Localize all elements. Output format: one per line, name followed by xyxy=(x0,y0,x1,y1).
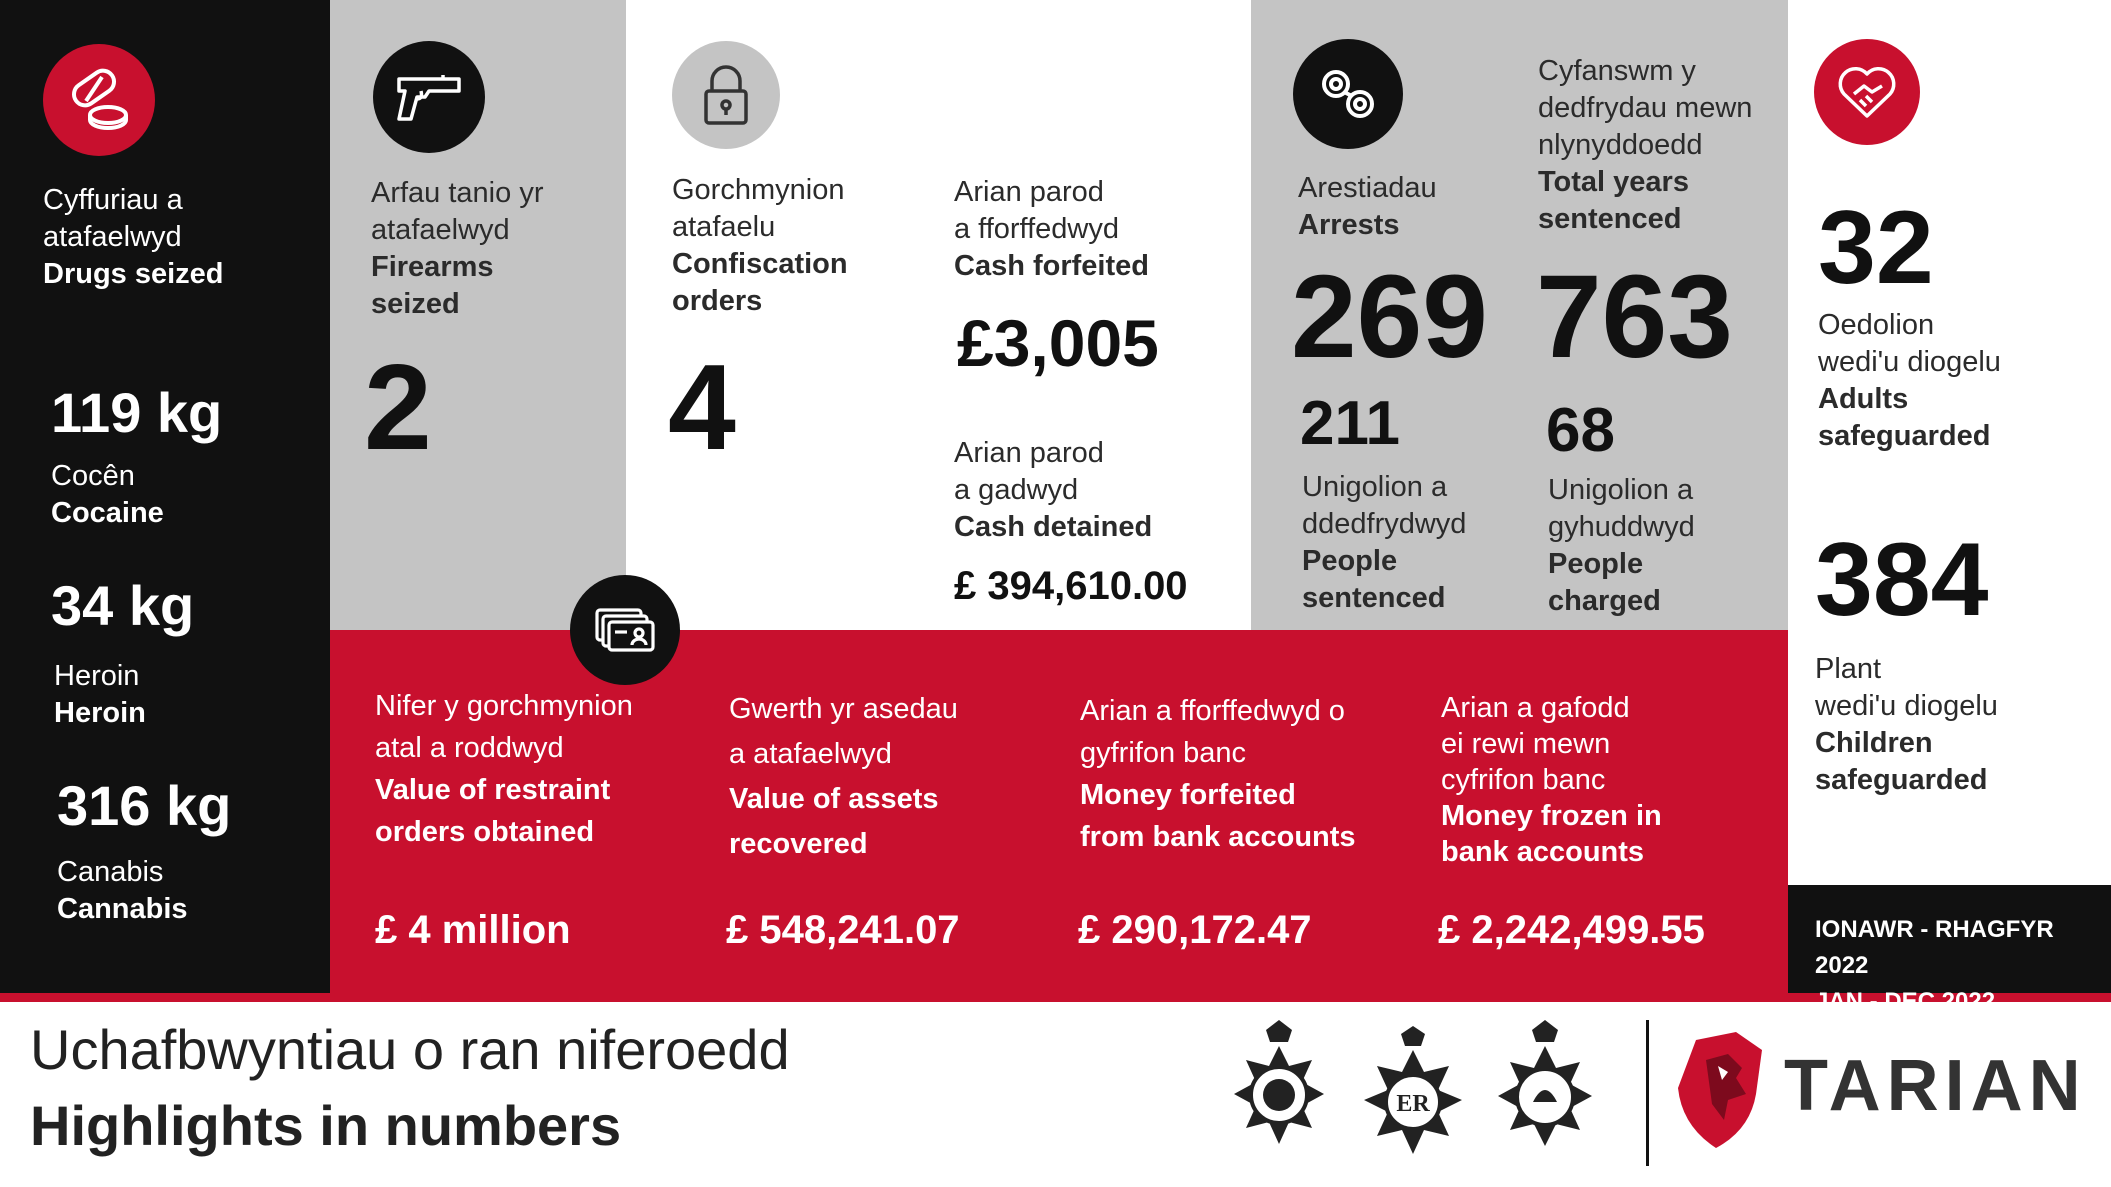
drugs-label xyxy=(43,182,224,293)
cash-forfeited-value: £3,005 xyxy=(957,306,1159,380)
cocaine-value: 119 kg xyxy=(51,381,223,444)
bank-frozen-cy-3: cyfrifon banc xyxy=(1441,764,1606,796)
adults-en-2: safeguarded xyxy=(1818,420,1991,452)
restraint-cy-2: atal a roddwyd xyxy=(375,732,564,764)
bank-forfeited-cy-2: gyfrifon banc xyxy=(1080,737,1247,769)
bank-forfeited-cy-1: Arian a fforffedwyd o xyxy=(1080,695,1345,727)
drugs-label-cy-1: Cyffuriau a xyxy=(43,184,183,216)
bank-forfeited-label xyxy=(1080,690,1356,858)
sentenced-cy-2: ddedfrydwyd xyxy=(1302,508,1467,540)
charged-en-1: People xyxy=(1548,548,1644,580)
sentenced-en-1: People xyxy=(1302,545,1398,577)
drugs-label-en: Drugs seized xyxy=(43,258,224,290)
cash-detained-cy-1: Arian parod xyxy=(954,437,1104,469)
years-value: 763 xyxy=(1536,251,1733,383)
arrests-value: 269 xyxy=(1291,251,1488,383)
footer-divider xyxy=(1646,1020,1649,1166)
footer-title-en: Highlights in numbers xyxy=(30,1094,622,1157)
bank-frozen-label xyxy=(1441,690,1662,870)
charged-label xyxy=(1548,472,1695,620)
pills-icon xyxy=(43,44,155,156)
cash-detained-value: £ 394,610.00 xyxy=(954,564,1188,608)
cocaine-label xyxy=(51,458,164,532)
sentenced-label xyxy=(1302,469,1466,617)
charged-cy-1: Unigolion a xyxy=(1548,474,1694,506)
bank-frozen-value: £ 2,242,499.55 xyxy=(1438,908,1705,952)
children-value: 384 xyxy=(1815,522,1989,638)
confiscation-en-2: orders xyxy=(672,285,763,317)
confiscation-cy-2: atafaelu xyxy=(672,211,776,243)
assets-en-1: Value of assets xyxy=(729,783,939,815)
cannabis-en: Cannabis xyxy=(57,893,188,925)
bank-frozen-cy-1: Arian a gafodd xyxy=(1441,692,1630,724)
restraint-value: £ 4 million xyxy=(375,908,571,952)
heroin-label xyxy=(54,658,146,732)
cash-forfeited-label xyxy=(954,174,1149,285)
tarian-wordmark: TARIAN xyxy=(1784,1046,2087,1126)
cards-icon xyxy=(570,575,680,685)
sentenced-cy-1: Unigolion a xyxy=(1302,471,1448,503)
cocaine-cy: Cocên xyxy=(51,460,135,492)
cash-detained-cy-2: a gadwyd xyxy=(954,474,1079,506)
tarian-shield-icon xyxy=(1676,1030,1766,1150)
arrests-en: Arrests xyxy=(1298,209,1400,241)
heroin-en: Heroin xyxy=(54,697,146,729)
assets-cy-1: Gwerth yr asedau xyxy=(729,693,958,725)
bank-frozen-en-1: Money frozen in xyxy=(1441,800,1662,832)
charged-value: 68 xyxy=(1546,396,1615,465)
heroin-value: 34 kg xyxy=(51,574,195,637)
children-cy-2: wedi'u diogelu xyxy=(1815,690,1998,722)
police-crest-icon xyxy=(1488,1018,1602,1164)
padlock-icon xyxy=(672,41,780,149)
divider-line xyxy=(0,993,2111,1002)
cash-detained-en: Cash detained xyxy=(954,511,1153,543)
children-label xyxy=(1815,651,1998,799)
adults-cy-2: wedi'u diogelu xyxy=(1818,346,2001,378)
assets-cy-2: a atafaelwyd xyxy=(729,738,892,770)
firearms-cy-1: Arfau tanio yr xyxy=(371,177,544,209)
confiscation-label xyxy=(672,172,848,320)
adults-value: 32 xyxy=(1818,190,1934,306)
restraint-en-2: orders obtained xyxy=(375,816,595,848)
years-cy-2: dedfrydau mewn xyxy=(1538,92,1753,124)
heart-handshake-icon xyxy=(1814,39,1920,145)
years-cy-3: nlynyddoedd xyxy=(1538,129,1703,161)
restraint-label xyxy=(375,685,633,853)
confiscation-en-1: Confiscation xyxy=(672,248,848,280)
assets-value: £ 548,241.07 xyxy=(726,908,960,952)
years-label xyxy=(1538,53,1752,238)
cash-detained-label xyxy=(954,435,1152,546)
period-cy: IONAWR - RHAGFYR 2022 xyxy=(1815,916,2054,979)
restraint-en-1: Value of restraint xyxy=(375,774,611,806)
restraint-cy-1: Nifer y gorchmynion xyxy=(375,690,633,722)
adults-en-1: Adults xyxy=(1818,383,1909,415)
gun-icon xyxy=(373,41,485,153)
cash-forfeited-en: Cash forfeited xyxy=(954,250,1149,282)
charged-cy-2: gyhuddwyd xyxy=(1548,511,1695,543)
period-en: JAN - DEC 2022 xyxy=(1815,988,1996,1015)
bank-frozen-en-2: bank accounts xyxy=(1441,836,1645,868)
cocaine-en: Cocaine xyxy=(51,497,164,529)
cash-forfeited-cy-2: a fforffedwyd xyxy=(954,213,1119,245)
period-label xyxy=(1815,912,2111,1020)
firearms-en-2: seized xyxy=(371,288,460,320)
drugs-panel xyxy=(0,0,330,993)
firearms-value: 2 xyxy=(364,339,432,475)
years-cy-1: Cyfanswm y xyxy=(1538,55,1696,87)
firearms-en-1: Firearms xyxy=(371,251,494,283)
children-cy-1: Plant xyxy=(1815,653,1882,685)
assets-label xyxy=(729,687,958,867)
children-en-1: Children xyxy=(1815,727,1933,759)
footer-title-cy: Uchafbwyntiau o ran niferoedd xyxy=(30,1018,790,1081)
years-en-1: Total years xyxy=(1538,166,1689,198)
cannabis-value: 316 kg xyxy=(57,774,232,837)
bank-forfeited-en-1: Money forfeited xyxy=(1080,779,1296,811)
sentenced-value: 211 xyxy=(1300,389,1401,458)
handcuffs-icon xyxy=(1293,39,1403,149)
drugs-label-cy-2: atafaelwyd xyxy=(43,221,182,253)
cannabis-cy: Canabis xyxy=(57,856,164,888)
children-en-2: safeguarded xyxy=(1815,764,1988,796)
arrests-cy: Arestiadau xyxy=(1298,172,1437,204)
bank-frozen-cy-2: ei rewi mewn xyxy=(1441,728,1611,760)
police-crest-icon xyxy=(1222,1016,1336,1162)
arrests-label xyxy=(1298,170,1437,244)
bank-forfeited-en-2: from bank accounts xyxy=(1080,821,1356,853)
charged-en-2: charged xyxy=(1548,585,1661,617)
confiscation-cy-1: Gorchmynion xyxy=(672,174,845,206)
firearms-label xyxy=(371,175,543,323)
svg-text:ER: ER xyxy=(1396,1091,1430,1117)
confiscation-value: 4 xyxy=(668,339,736,475)
cannabis-label xyxy=(57,854,188,928)
firearms-cy-2: atafaelwyd xyxy=(371,214,510,246)
heroin-cy: Heroin xyxy=(54,660,140,692)
years-en-2: sentenced xyxy=(1538,203,1682,235)
adults-label xyxy=(1818,307,2001,455)
sentenced-en-2: sentenced xyxy=(1302,582,1446,614)
adults-cy-1: Oedolion xyxy=(1818,309,1935,341)
police-crest-icon xyxy=(1354,1026,1472,1161)
cash-forfeited-cy-1: Arian parod xyxy=(954,176,1104,208)
assets-en-2: recovered xyxy=(729,828,868,860)
bank-forfeited-value: £ 290,172.47 xyxy=(1078,908,1312,952)
